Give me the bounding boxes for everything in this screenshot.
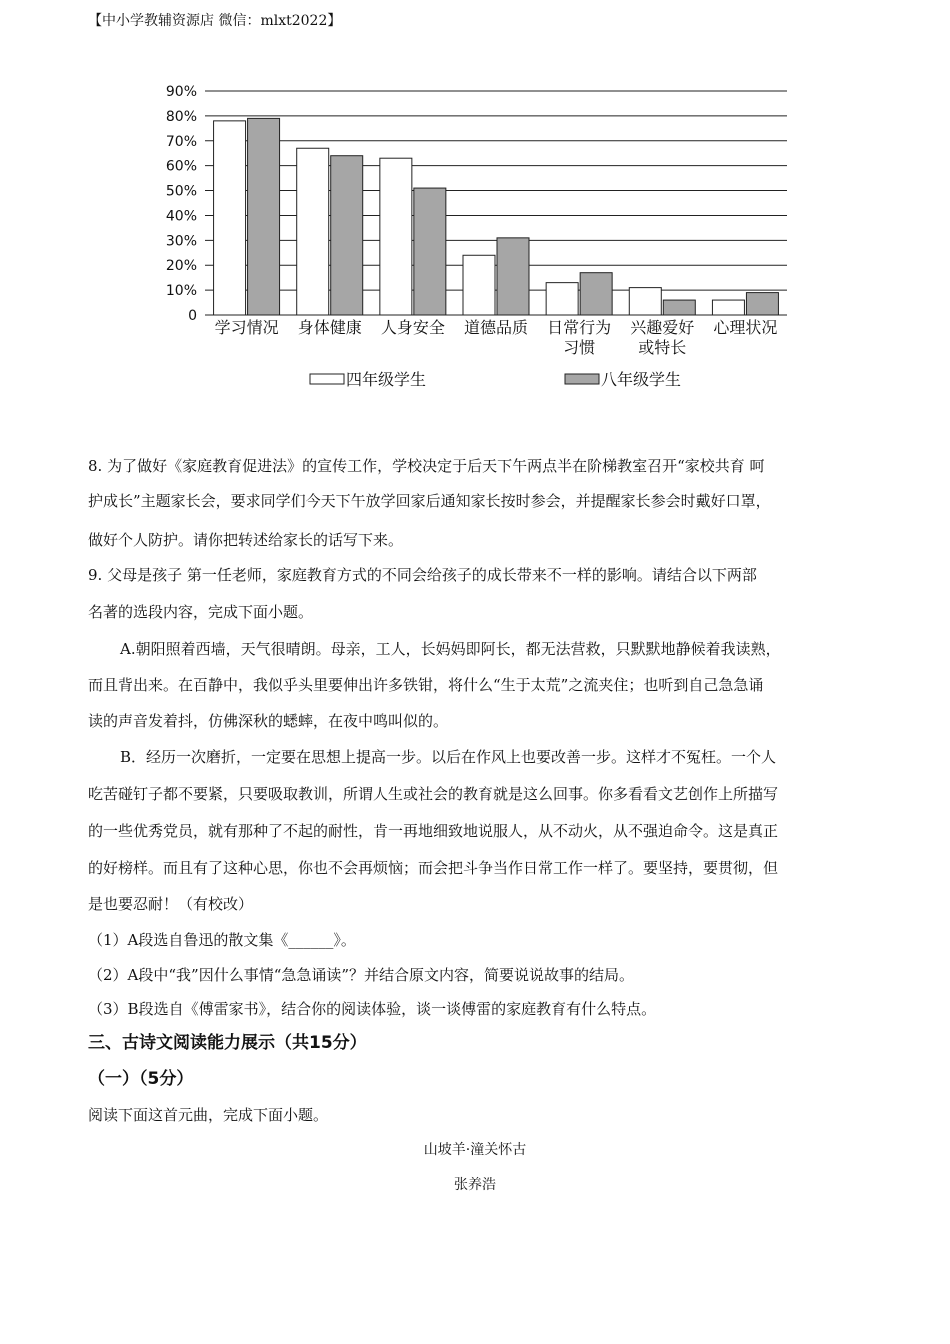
bar-grade4	[712, 300, 744, 315]
y-tick-label: 20%	[165, 258, 197, 275]
bar-grade4	[546, 283, 578, 315]
passage-b-line-1: B．经历一次磨折，一定要在思想上提高一步。以后在作风上也要改善一步。这样才不冤枉。一个人	[120, 748, 777, 766]
part-1-heading: （一）（5分）	[88, 1069, 194, 1089]
y-tick-label: 90%	[165, 84, 197, 100]
q9-line-1: 9. 父母是孩子 第一任老师，家庭教育方式的不同会给孩子的成长带来不一样的影响。请结合以下两部	[88, 566, 757, 584]
y-tick-label: 70%	[165, 133, 197, 150]
x-tick-label: 兴趣爱好	[630, 318, 695, 337]
y-tick-label: 50%	[165, 183, 197, 200]
x-tick-label: 道德品质	[463, 318, 529, 337]
x-tick-label: 身体健康	[297, 318, 362, 337]
poem-title: 山坡羊·潼关怀古	[423, 1142, 527, 1158]
poem-author: 张养浩	[454, 1177, 496, 1193]
bar-grade8	[663, 300, 695, 315]
legend-swatch	[310, 374, 344, 384]
x-tick-label: 日常行为	[547, 318, 612, 337]
y-tick-label: 30%	[165, 233, 197, 250]
passage-b-line-2: 吃苦碰钉子都不要紧，只要吸取教训，所谓人生或社会的教育就是这么回事。你多看看文艺创作上所描写	[88, 785, 779, 803]
passage-a-line-3: 读的声音发着抖，仿佛深秋的蟋蟀，在夜中鸣叫似的。	[88, 712, 449, 730]
section-3-heading: 三、古诗文阅读能力展示（共15分）	[88, 1033, 367, 1053]
bar-grade4	[463, 255, 495, 315]
passage-b-line-3: 的一些优秀党员，就有那种了不起的耐性，肯一再地细致地说服人，从不动火，从不强迫命令。这是真正	[88, 822, 779, 840]
q8-line-3: 做好个人防护。请你把转述给家长的话写下来。	[88, 531, 404, 549]
passage-b-line-5: 是也要忍耐！（有校改）	[88, 895, 254, 913]
y-tick-label: 60%	[165, 158, 197, 175]
bar-chart	[150, 78, 810, 398]
legend-swatch	[565, 374, 599, 384]
x-tick-label: 习惯	[563, 338, 596, 357]
q8-line-2: 护成长”主题家长会，要求同学们今天下午放学回家后通知家长按时参会，并提醒家长参会时戴好口罩，	[88, 492, 771, 510]
bar-grade4	[380, 158, 412, 315]
bar-grade8	[248, 118, 280, 315]
bar-grade8	[497, 238, 529, 315]
x-tick-label: 学习情况	[214, 318, 279, 337]
bar-grade8	[414, 188, 446, 315]
y-tick-label: 0	[188, 308, 197, 324]
header-watermark: 【中小学教辅资源店 微信：mlxt2022】	[88, 13, 342, 29]
passage-a-line-1: A.朝阳照着西墙，天气很晴朗。母亲，工人，长妈妈即阿长，都无法营救，只默默地静候着我读熟，	[120, 640, 781, 658]
y-tick-label: 10%	[165, 283, 197, 300]
q9-line-2: 名著的选段内容，完成下面小题。	[88, 603, 314, 621]
bar-grade4	[297, 148, 329, 315]
bar-grade4	[629, 288, 661, 315]
bar-grade8	[331, 156, 363, 315]
bar-grade4	[214, 121, 246, 315]
sub-question-3: （3）B段选自《傅雷家书》，结合你的阅读体验，谈一谈傅雷的家庭教育有什么特点。	[88, 1000, 657, 1018]
passage-a-line-2: 而且背出来。在百静中，我似乎头里要伸出许多铁钳，将什么“生于太荒”之流夹住；也听到自己急急诵	[88, 676, 764, 694]
q8-line-1: 8. 为了做好《家庭教育促进法》的宣传工作，学校决定于后天下午两点半在阶梯教室召开“家校共育 呵	[88, 457, 765, 475]
legend-label: 四年级学生	[346, 370, 427, 389]
bar-grade8	[580, 273, 612, 315]
legend-label: 八年级学生	[601, 370, 682, 389]
x-tick-label: 或特长	[638, 338, 687, 357]
y-tick-label: 40%	[165, 208, 197, 225]
passage-b-line-4: 的好榜样。而且有了这种心思，你也不会再烦恼；而会把斗争当作日常工作一样了。要坚持，要贯彻，但	[88, 859, 779, 877]
x-tick-label: 心理状况	[713, 318, 778, 337]
x-tick-label: 人身安全	[380, 318, 445, 337]
reading-instruction: 阅读下面这首元曲，完成下面小题。	[88, 1106, 329, 1124]
sub-question-2: （2）A段中“我”因什么事情“急急诵读”？并结合原文内容，简要说说故事的结局。	[88, 966, 635, 984]
sub-question-1: （1）A段选自鲁迅的散文集《______》。	[88, 931, 356, 949]
bar-grade8	[746, 293, 778, 315]
y-tick-label: 80%	[165, 108, 197, 125]
